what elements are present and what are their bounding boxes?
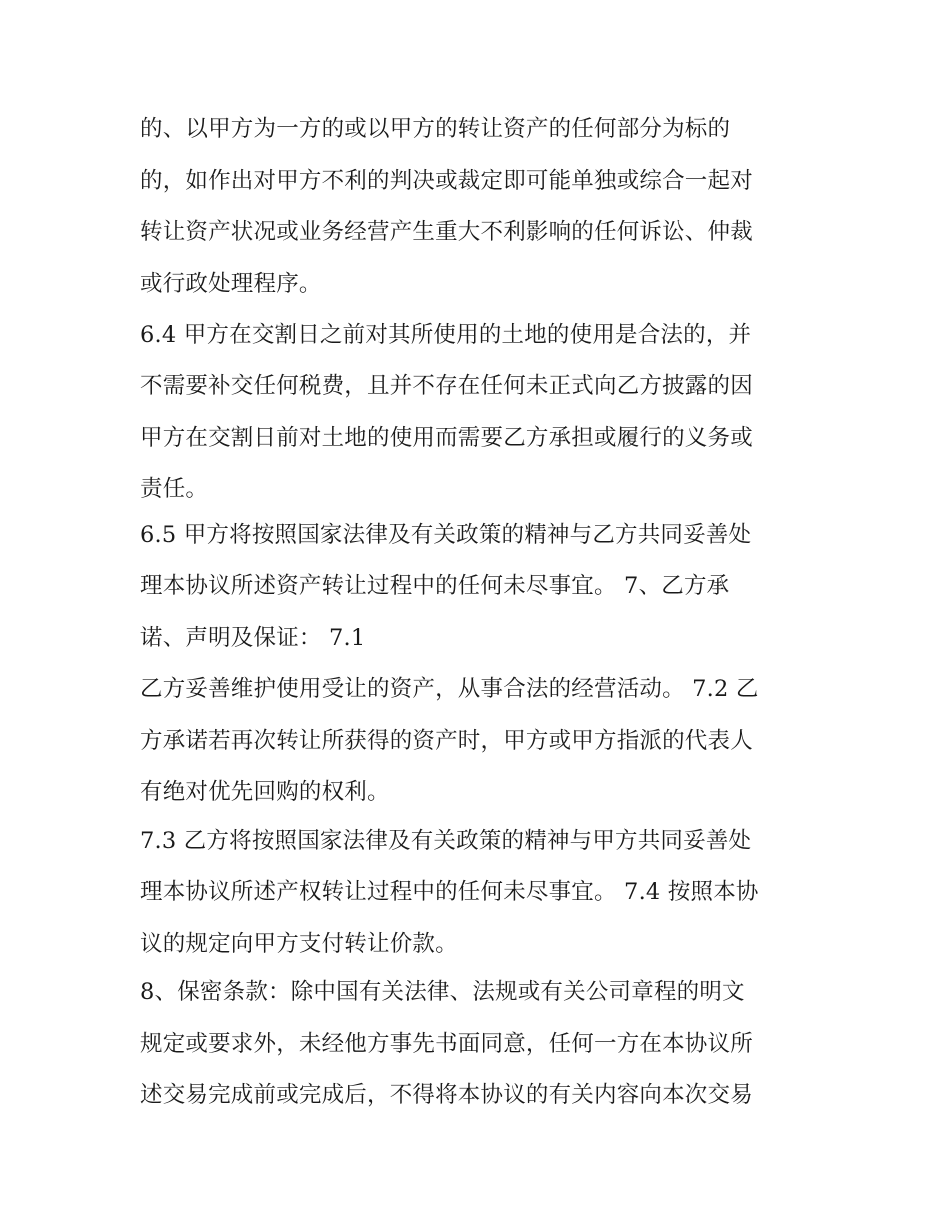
text-line: 的、以甲方为一方的或以甲方的转让资产的任何部分为标的 — [140, 116, 731, 142]
text-line: 乙方妥善维护使用受让的资产，从事合法的经营活动。 7.2 乙 — [140, 676, 759, 702]
text-line: 甲方在交割日前对土地的使用而需要乙方承担或履行的义务或 — [140, 425, 753, 451]
text-line: 有绝对优先回购的权利。 — [140, 779, 390, 805]
text-line: 8、保密条款：除中国有关法律、法规或有关公司章程的明文 — [140, 979, 745, 1005]
text-line: 6.5 甲方将按照国家法律及有关政策的精神与乙方共同妥善处 — [140, 522, 752, 548]
text-line: 议的规定向甲方支付转让价款。 — [140, 931, 458, 957]
text-line: 6.4 甲方在交割日之前对其所使用的土地的使用是合法的，并 — [140, 322, 752, 348]
text-line: 理本协议所述资产转让过程中的任何未尽事宜。 7、乙方承 — [140, 573, 730, 599]
text-line: 理本协议所述产权转让过程中的任何未尽事宜。 7.4 按照本协 — [140, 879, 759, 905]
text-line: 的，如作出对甲方不利的判决或裁定即可能单独或综合一起对 — [140, 168, 753, 194]
text-line: 7.3 乙方将按照国家法律及有关政策的精神与甲方共同妥善处 — [140, 828, 752, 854]
text-line: 规定或要求外，未经他方事先书面同意，任何一方在本协议所 — [140, 1031, 753, 1057]
text-line: 责任。 — [140, 476, 209, 502]
text-line: 或行政处理程序。 — [140, 271, 322, 297]
text-line: 述交易完成前或完成后，不得将本协议的有关内容向本次交易 — [140, 1082, 753, 1108]
text-line: 诺、声明及保证： 7.1 — [140, 625, 366, 651]
text-line: 不需要补交任何税费，且并不存在任何未正式向乙方披露的因 — [140, 373, 753, 399]
text-line: 方承诺若再次转让所获得的资产时，甲方或甲方指派的代表人 — [140, 728, 753, 754]
text-line: 转让资产状况或业务经营产生重大不利影响的任何诉讼、仲裁 — [140, 219, 753, 245]
